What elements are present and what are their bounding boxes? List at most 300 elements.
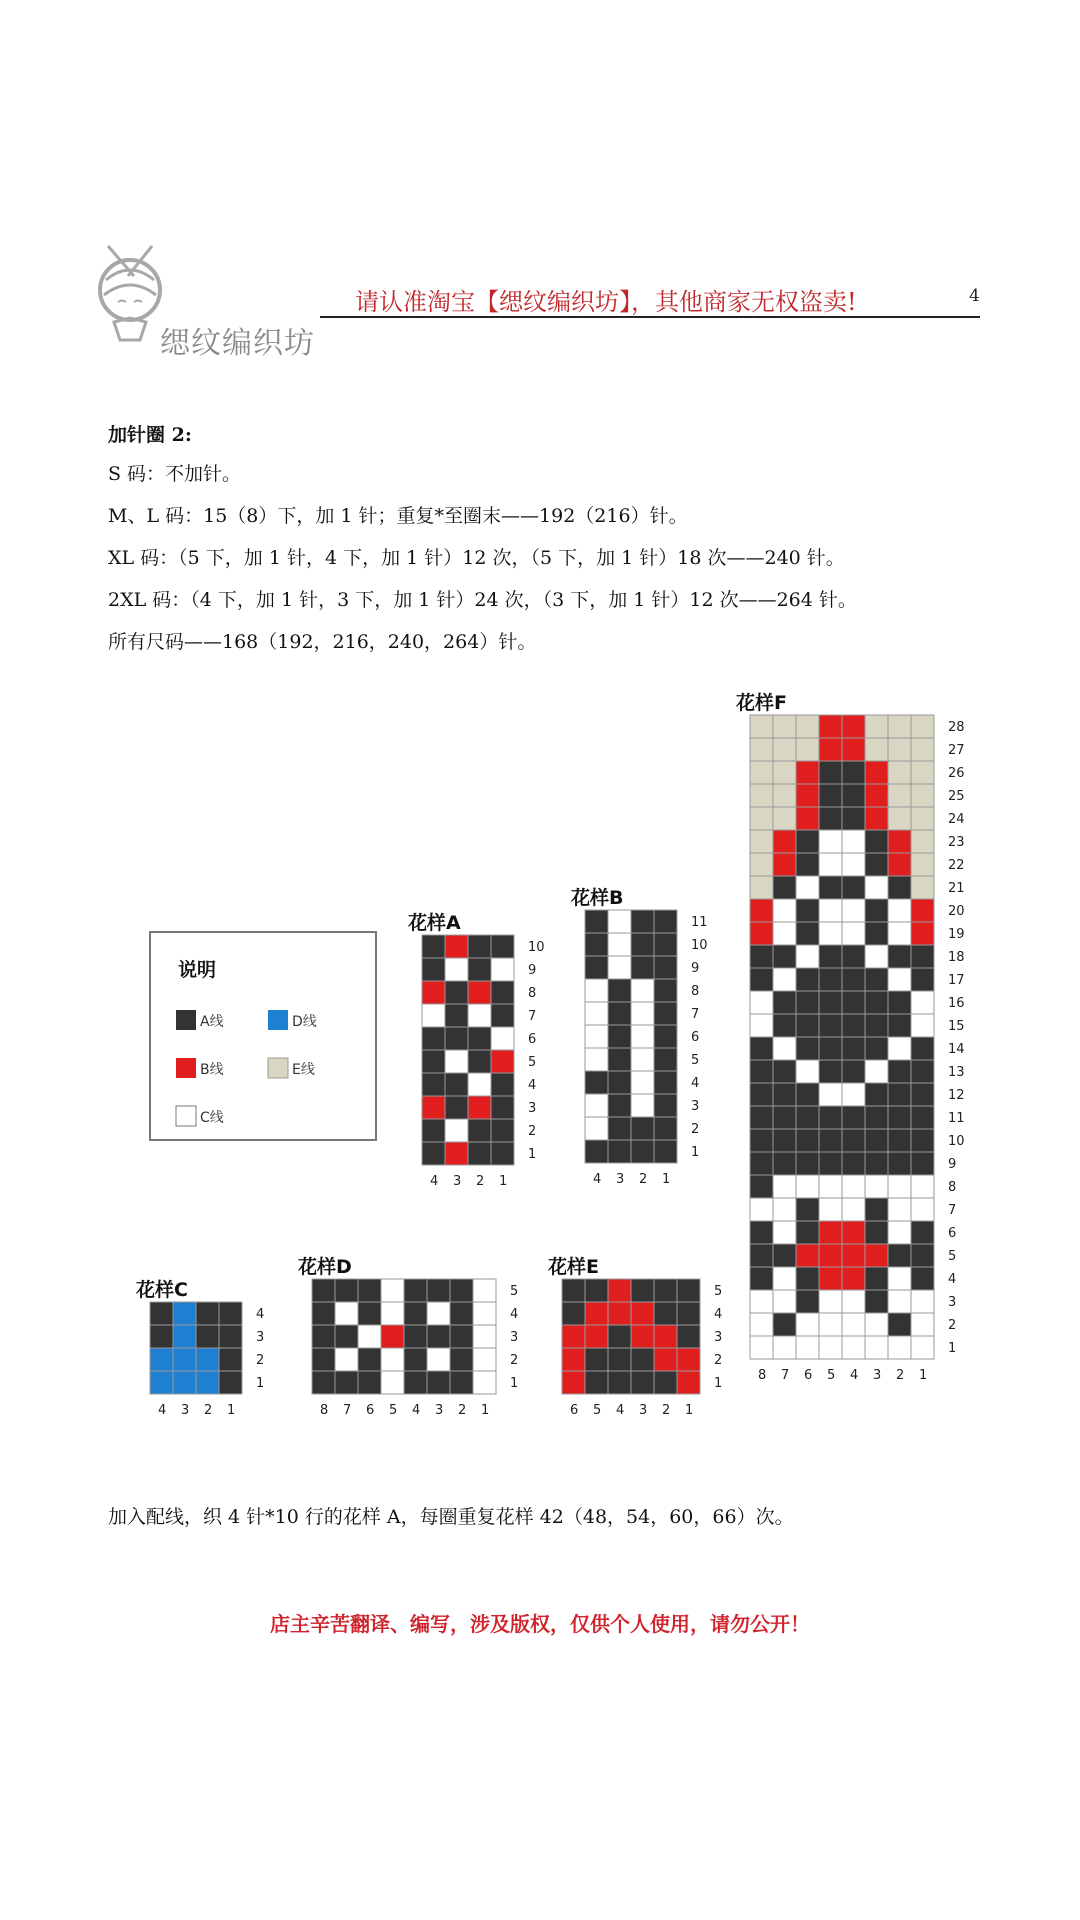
chart-cell <box>445 935 468 958</box>
chart-cell <box>888 1313 911 1336</box>
pattern-e-chart <box>547 1255 722 1418</box>
chart-cell <box>911 1129 934 1152</box>
chart-cell <box>842 1152 865 1175</box>
chart-cell <box>842 1014 865 1037</box>
chart-cell <box>404 1325 427 1348</box>
chart-cell <box>796 1106 819 1129</box>
chart-cell <box>750 1083 773 1106</box>
chart-cell <box>911 1336 934 1359</box>
chart-cell <box>608 910 631 933</box>
chart-cell <box>427 1371 450 1394</box>
column-number: 2 <box>204 1403 213 1418</box>
chart-cell <box>796 899 819 922</box>
chart-cell <box>381 1302 404 1325</box>
row-number: 10 <box>528 940 545 955</box>
chart-cell <box>865 784 888 807</box>
chart-cell <box>819 1037 842 1060</box>
chart-cell <box>888 876 911 899</box>
legend-label-e: E线 <box>292 1062 315 1078</box>
chart-cell <box>196 1371 219 1394</box>
chart-cell <box>796 1198 819 1221</box>
chart-cell <box>585 1140 608 1163</box>
chart-cell <box>335 1325 358 1348</box>
chart-cell <box>631 1279 654 1302</box>
pattern-b-chart <box>570 886 708 1187</box>
header-rule <box>320 316 980 318</box>
chart-cell <box>842 1290 865 1313</box>
row-number: 11 <box>691 915 708 930</box>
row-number: 5 <box>528 1055 537 1070</box>
size-s-line: S 码：不加针。 <box>108 463 242 485</box>
chart-cell <box>562 1302 585 1325</box>
chart-cell <box>468 935 491 958</box>
chart-cell <box>491 981 514 1004</box>
chart-cell <box>773 899 796 922</box>
chart-cell <box>796 784 819 807</box>
chart-cell <box>773 1175 796 1198</box>
chart-cell <box>865 945 888 968</box>
chart-cell <box>631 1002 654 1025</box>
chart-cell <box>445 1027 468 1050</box>
row-number: 10 <box>948 1134 965 1149</box>
chart-cell <box>819 899 842 922</box>
chart-cell <box>865 1083 888 1106</box>
chart-cell <box>911 1244 934 1267</box>
column-number: 8 <box>320 1403 329 1418</box>
chart-cell <box>911 1152 934 1175</box>
chart-cell <box>865 1290 888 1313</box>
chart-cell <box>819 715 842 738</box>
row-number: 4 <box>528 1078 537 1093</box>
chart-cell <box>654 956 677 979</box>
column-number: 1 <box>919 1368 928 1383</box>
chart-cell <box>750 1198 773 1221</box>
chart-cell <box>750 1290 773 1313</box>
legend-title: 说明 <box>178 959 217 981</box>
chart-cell <box>819 853 842 876</box>
chart-cell <box>796 876 819 899</box>
column-number: 7 <box>343 1403 352 1418</box>
chart-cell <box>865 1106 888 1129</box>
chart-cell <box>865 1198 888 1221</box>
chart-cell <box>404 1279 427 1302</box>
chart-cell <box>842 1313 865 1336</box>
chart-cell <box>654 1002 677 1025</box>
row-number: 6 <box>528 1032 537 1047</box>
chart-cell <box>631 1140 654 1163</box>
legend-label-d: D线 <box>292 1014 317 1030</box>
chart-cell <box>911 830 934 853</box>
chart-cell <box>312 1325 335 1348</box>
section-title: 加针圈 2: <box>108 424 192 446</box>
pattern-f-title: 花样F <box>736 692 787 714</box>
chart-cell <box>819 945 842 968</box>
chart-cell <box>312 1348 335 1371</box>
row-number: 5 <box>948 1249 957 1264</box>
chart-cell <box>608 1279 631 1302</box>
chart-cell <box>842 1129 865 1152</box>
chart-cell <box>608 1348 631 1371</box>
chart-cell <box>450 1279 473 1302</box>
chart-cell <box>562 1371 585 1394</box>
chart-cell <box>819 1129 842 1152</box>
chart-cell <box>773 1129 796 1152</box>
chart-cell <box>888 968 911 991</box>
chart-cell <box>422 1119 445 1142</box>
chart-cell <box>585 1025 608 1048</box>
row-number: 1 <box>256 1376 265 1391</box>
chart-cell <box>842 899 865 922</box>
chart-cell <box>865 876 888 899</box>
chart-cell <box>911 1198 934 1221</box>
legend-swatch-a <box>176 1010 196 1030</box>
row-number: 12 <box>948 1088 965 1103</box>
chart-cell <box>842 968 865 991</box>
chart-cell <box>888 1267 911 1290</box>
chart-cell <box>773 1313 796 1336</box>
chart-cell <box>585 910 608 933</box>
chart-cell <box>750 1014 773 1037</box>
chart-cell <box>491 1073 514 1096</box>
chart-cell <box>445 1142 468 1165</box>
chart-cell <box>654 1048 677 1071</box>
chart-cell <box>608 1071 631 1094</box>
chart-cell <box>608 1025 631 1048</box>
chart-cell <box>865 1267 888 1290</box>
chart-cell <box>796 1313 819 1336</box>
chart-cell <box>888 761 911 784</box>
pattern-a-chart <box>407 911 545 1189</box>
chart-cell <box>911 853 934 876</box>
chart-cell <box>819 1060 842 1083</box>
column-number: 1 <box>685 1403 694 1418</box>
chart-cell <box>796 1290 819 1313</box>
chart-cell <box>865 1175 888 1198</box>
chart-cell <box>911 1221 934 1244</box>
column-number: 5 <box>389 1403 398 1418</box>
chart-cell <box>911 899 934 922</box>
chart-cell <box>631 910 654 933</box>
chart-cell <box>865 1129 888 1152</box>
chart-cell <box>888 1106 911 1129</box>
chart-cell <box>750 876 773 899</box>
row-number: 2 <box>714 1353 723 1368</box>
chart-cell <box>654 1071 677 1094</box>
chart-cell <box>468 1073 491 1096</box>
legend-swatch-d <box>268 1010 288 1030</box>
chart-cell <box>773 1037 796 1060</box>
chart-cell <box>796 738 819 761</box>
row-number: 9 <box>691 961 700 976</box>
chart-cell <box>865 1060 888 1083</box>
legend-swatch-e <box>268 1058 288 1078</box>
chart-cell <box>585 933 608 956</box>
chart-cell <box>888 1037 911 1060</box>
chart-cell <box>445 981 468 1004</box>
chart-cell <box>150 1302 173 1325</box>
chart-cell <box>608 956 631 979</box>
chart-cell <box>842 1198 865 1221</box>
chart-cell <box>750 1221 773 1244</box>
row-number: 16 <box>948 996 965 1011</box>
chart-cell <box>888 1336 911 1359</box>
chart-cell <box>631 1302 654 1325</box>
chart-cell <box>842 876 865 899</box>
column-number: 2 <box>896 1368 905 1383</box>
column-number: 8 <box>758 1368 767 1383</box>
chart-cell <box>427 1325 450 1348</box>
chart-cell <box>796 1267 819 1290</box>
chart-cell <box>819 1083 842 1106</box>
row-number: 11 <box>948 1111 965 1126</box>
chart-cell <box>491 1119 514 1142</box>
chart-cell <box>865 922 888 945</box>
chart-cell <box>422 1073 445 1096</box>
pattern-instruction: 加入配线，织 4 针*10 行的花样 A，每圈重复花样 42（48，54，60，66）次。 <box>108 1506 794 1528</box>
chart-cell <box>842 853 865 876</box>
chart-cell <box>631 1094 654 1117</box>
row-number: 4 <box>510 1307 519 1322</box>
chart-cell <box>796 1014 819 1037</box>
chart-cell <box>654 1025 677 1048</box>
chart-cell <box>750 1336 773 1359</box>
chart-cell <box>585 1279 608 1302</box>
row-number: 7 <box>948 1203 957 1218</box>
charts-svg <box>112 680 988 1450</box>
chart-cell <box>842 945 865 968</box>
chart-cell <box>819 876 842 899</box>
row-number: 4 <box>948 1272 957 1287</box>
chart-cell <box>796 1221 819 1244</box>
chart-cell <box>450 1348 473 1371</box>
row-number: 3 <box>256 1330 265 1345</box>
chart-cell <box>750 945 773 968</box>
row-number: 27 <box>948 743 965 758</box>
chart-cell <box>796 968 819 991</box>
row-number: 8 <box>691 984 700 999</box>
chart-cell <box>750 1175 773 1198</box>
chart-cell <box>842 1244 865 1267</box>
chart-cell <box>358 1302 381 1325</box>
legend-label-b: B线 <box>200 1062 224 1078</box>
column-number: 2 <box>662 1403 671 1418</box>
chart-cell <box>631 933 654 956</box>
chart-cell <box>585 1325 608 1348</box>
size-2xl-line: 2XL 码：（4 下，加 1 针，3 下，加 1 针）24 次，（3 下，加 1 针）12 次——264 针。 <box>108 589 857 611</box>
size-ml-line: M、L 码：15（8）下，加 1 针；重复*至圈末——192（216）针。 <box>108 505 688 527</box>
chart-cell <box>358 1371 381 1394</box>
chart-cell <box>888 1198 911 1221</box>
row-number: 4 <box>256 1307 265 1322</box>
chart-cell <box>468 1027 491 1050</box>
row-number: 22 <box>948 858 965 873</box>
chart-cell <box>196 1325 219 1348</box>
chart-cell <box>888 945 911 968</box>
chart-cell <box>773 1152 796 1175</box>
column-number: 6 <box>570 1403 579 1418</box>
chart-cell <box>585 1302 608 1325</box>
chart-cell <box>865 968 888 991</box>
chart-cell <box>358 1325 381 1348</box>
chart-cell <box>911 1014 934 1037</box>
chart-cell <box>842 807 865 830</box>
pattern-b-title: 花样B <box>571 887 624 909</box>
chart-cell <box>427 1302 450 1325</box>
chart-cell <box>631 1025 654 1048</box>
chart-cell <box>585 1348 608 1371</box>
header-notice: 请认准淘宝【缌纹编织坊】，其他商家无权盗卖! <box>355 288 857 316</box>
chart-cell <box>865 1313 888 1336</box>
chart-cell <box>427 1348 450 1371</box>
chart-cell <box>468 1050 491 1073</box>
column-number: 5 <box>827 1368 836 1383</box>
chart-cell <box>585 1371 608 1394</box>
chart-cell <box>585 1002 608 1025</box>
column-number: 3 <box>616 1172 625 1187</box>
chart-cell <box>819 1106 842 1129</box>
chart-cell <box>773 1267 796 1290</box>
column-number: 6 <box>366 1403 375 1418</box>
chart-cell <box>654 1371 677 1394</box>
chart-cell <box>750 922 773 945</box>
legend-label-c: C线 <box>200 1110 224 1126</box>
column-number: 6 <box>804 1368 813 1383</box>
chart-cell <box>750 1037 773 1060</box>
chart-cell <box>312 1302 335 1325</box>
chart-cell <box>750 899 773 922</box>
row-number: 5 <box>510 1284 519 1299</box>
chart-cell <box>865 1037 888 1060</box>
chart-cell <box>608 1140 631 1163</box>
row-number: 20 <box>948 904 965 919</box>
row-number: 6 <box>691 1030 700 1045</box>
chart-cell <box>865 1014 888 1037</box>
chart-cell <box>750 968 773 991</box>
chart-cell <box>773 1221 796 1244</box>
chart-cell <box>654 1140 677 1163</box>
chart-cell <box>381 1279 404 1302</box>
row-number: 15 <box>948 1019 965 1034</box>
chart-cell <box>750 853 773 876</box>
row-number: 3 <box>948 1295 957 1310</box>
chart-cell <box>888 1244 911 1267</box>
row-number: 3 <box>528 1101 537 1116</box>
chart-cell <box>888 1221 911 1244</box>
column-number: 1 <box>481 1403 490 1418</box>
chart-cell <box>491 1096 514 1119</box>
chart-cell <box>491 1142 514 1165</box>
row-number: 2 <box>256 1353 265 1368</box>
column-number: 5 <box>593 1403 602 1418</box>
chart-cell <box>773 853 796 876</box>
chart-cell <box>865 991 888 1014</box>
chart-cell <box>888 715 911 738</box>
chart-cell <box>173 1348 196 1371</box>
chart-cell <box>842 1221 865 1244</box>
chart-cell <box>404 1302 427 1325</box>
column-number: 3 <box>435 1403 444 1418</box>
chart-cell <box>491 935 514 958</box>
pattern-c-chart <box>135 1278 264 1418</box>
chart-cell <box>911 1083 934 1106</box>
chart-cell <box>865 899 888 922</box>
row-number: 3 <box>714 1330 723 1345</box>
chart-cell <box>842 830 865 853</box>
row-number: 9 <box>948 1157 957 1172</box>
chart-cell <box>677 1371 700 1394</box>
chart-cell <box>819 1267 842 1290</box>
chart-cell <box>631 1071 654 1094</box>
chart-cell <box>381 1325 404 1348</box>
chart-cell <box>750 807 773 830</box>
chart-cell <box>911 1037 934 1060</box>
chart-cell <box>819 922 842 945</box>
chart-cell <box>819 991 842 1014</box>
chart-cell <box>631 979 654 1002</box>
legend-swatch-c <box>176 1106 196 1126</box>
chart-cell <box>796 991 819 1014</box>
all-sizes-line: 所有尺码——168（192，216，240，264）针。 <box>108 631 537 653</box>
chart-cell <box>422 1027 445 1050</box>
chart-cell <box>888 1014 911 1037</box>
chart-cell <box>773 715 796 738</box>
chart-cell <box>773 761 796 784</box>
chart-cell <box>631 1325 654 1348</box>
chart-cell <box>445 1119 468 1142</box>
chart-cell <box>911 1106 934 1129</box>
chart-cell <box>468 981 491 1004</box>
chart-cell <box>819 1014 842 1037</box>
chart-cell <box>491 1004 514 1027</box>
chart-cell <box>150 1371 173 1394</box>
chart-cell <box>819 807 842 830</box>
chart-cell <box>796 807 819 830</box>
chart-cell <box>819 1221 842 1244</box>
chart-cell <box>773 968 796 991</box>
chart-cell <box>677 1302 700 1325</box>
chart-cell <box>750 1060 773 1083</box>
pattern-e-title: 花样E <box>548 1256 599 1278</box>
row-number: 28 <box>948 720 965 735</box>
chart-cell <box>196 1302 219 1325</box>
chart-cell <box>796 830 819 853</box>
chart-cell <box>888 922 911 945</box>
chart-cell <box>911 991 934 1014</box>
column-number: 4 <box>430 1174 439 1189</box>
chart-cell <box>608 933 631 956</box>
row-number: 2 <box>510 1353 519 1368</box>
chart-cell <box>865 1152 888 1175</box>
logo-text: 缌纹编织坊 <box>160 326 315 361</box>
chart-cell <box>427 1279 450 1302</box>
chart-cell <box>865 830 888 853</box>
chart-cell <box>842 761 865 784</box>
chart-cell <box>773 830 796 853</box>
chart-cell <box>450 1371 473 1394</box>
row-number: 1 <box>948 1341 957 1356</box>
chart-cell <box>473 1279 496 1302</box>
colorwork-charts <box>112 680 988 1450</box>
chart-cell <box>773 1014 796 1037</box>
chart-cell <box>888 784 911 807</box>
legend-swatch-b <box>176 1058 196 1078</box>
chart-cell <box>654 1279 677 1302</box>
chart-cell <box>888 1129 911 1152</box>
chart-cell <box>473 1348 496 1371</box>
chart-cell <box>773 991 796 1014</box>
chart-cell <box>608 1117 631 1140</box>
column-number: 1 <box>499 1174 508 1189</box>
